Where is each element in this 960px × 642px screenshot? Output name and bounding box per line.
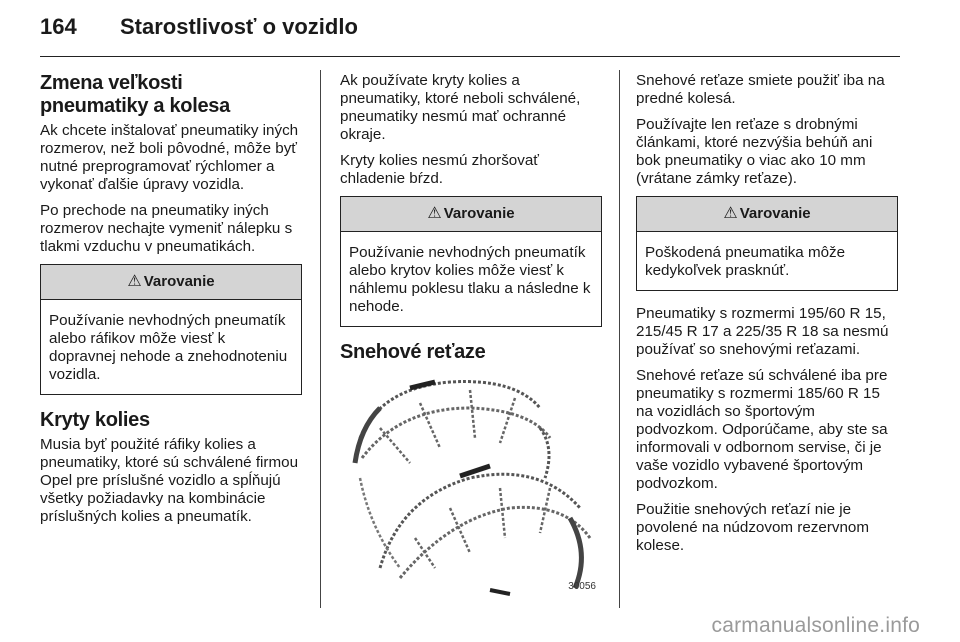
section-title-snow-chains: Snehové reťaze bbox=[340, 341, 486, 363]
warning-triangle-icon: ⚠ bbox=[427, 205, 442, 222]
warning-header bbox=[41, 265, 301, 300]
warning-title: Varovanie bbox=[739, 205, 811, 222]
figure-code: 30056 bbox=[568, 581, 596, 592]
paragraph: Pneumatiky s rozmermi 195/60 R 15, 215/45 R 17 a 225/35 R 18 sa nesmú používať so snehovými reťazami. bbox=[636, 305, 889, 358]
column-divider-2 bbox=[619, 70, 620, 608]
warning-text: Poškodená pneumatika môže kedykoľvek prasknúť. bbox=[645, 244, 846, 279]
page-header bbox=[40, 14, 900, 52]
column-1 bbox=[40, 72, 302, 534]
chapter-title: Starostlivosť o vozidlo bbox=[120, 14, 358, 39]
paragraph: Používajte len reťaze s drobnými článkami, ktoré nezvýšia behúň ani bok pneumatiky o viac ako 10 mm (vrátane zámky reťaze). bbox=[636, 116, 873, 187]
warning-box bbox=[40, 264, 302, 395]
paragraph: Snehové reťaze smiete použiť iba na predné kolesá. bbox=[636, 72, 885, 107]
paragraph: Ak používate kryty kolies a pneumatiky, ktoré neboli schválené, pneumatiky nesmú mať ochranné okraje. bbox=[340, 72, 581, 143]
warning-title: Varovanie bbox=[143, 273, 215, 290]
watermark: carmanualsonline.info bbox=[711, 614, 920, 637]
column-3 bbox=[636, 72, 898, 563]
paragraph: Ak chcete inštalovať pneumatiky iných rozmerov, než boli pôvodné, môže byť nutné preprogramovať rýchlomer a vykonať ďalšie úpravy vozidla. bbox=[40, 122, 299, 193]
paragraph: Musia byť použité ráfiky kolies a pneumatiky, ktoré sú schválené firmou Opel pre príslušné vozidlo a spĺňujú všetky požiadavky na kombinácie príslušných kolies a pneumatík. bbox=[40, 436, 299, 525]
snow-chain-drawing bbox=[340, 368, 602, 596]
section-title-wheel-covers: Kryty kolies bbox=[40, 409, 150, 431]
warning-triangle-icon: ⚠ bbox=[127, 273, 142, 290]
warning-text: Používanie nevhodných pneumatík alebo krytov kolies môže viesť k náhlemu poklesu tlaku a následne k nehode. bbox=[349, 244, 591, 315]
paragraph: Použitie snehových reťazí nie je povolené na núdzovom rezervnom kolese. bbox=[636, 501, 870, 554]
warning-title: Varovanie bbox=[443, 205, 515, 222]
header-divider bbox=[40, 56, 900, 57]
paragraph: Snehové reťaze sú schválené iba pre pneumatiky s rozmermi 185/60 R 15 na vozidlách so športovým podvozkom. Odporúčame, aby ste sa informovali v odbornom servise, či je vaše vozidlo vybavené športovým podvozkom. bbox=[636, 367, 888, 492]
warning-box bbox=[636, 196, 898, 291]
paragraph: Po prechode na pneumatiky iných rozmerov nechajte vymeniť nálepku s tlakmi vzduchu v pneumatikách. bbox=[40, 202, 293, 255]
section-title-tire-size: Zmena veľkosti pneumatiky a kolesa bbox=[40, 72, 230, 117]
paragraph: Kryty kolies nesmú zhoršovať chladenie bŕzd. bbox=[340, 152, 539, 187]
warning-triangle-icon: ⚠ bbox=[723, 205, 738, 222]
warning-text: Používanie nevhodných pneumatík alebo ráfikov môže viesť k dopravnej nehode a znehodnoteniu vozidla. bbox=[49, 312, 288, 383]
column-divider-1 bbox=[320, 70, 321, 608]
column-2 bbox=[340, 72, 602, 596]
snow-chain-illustration bbox=[340, 368, 602, 596]
warning-header bbox=[341, 197, 601, 232]
page-number: 164 bbox=[40, 14, 77, 39]
warning-box bbox=[340, 196, 602, 327]
warning-header bbox=[637, 197, 897, 232]
